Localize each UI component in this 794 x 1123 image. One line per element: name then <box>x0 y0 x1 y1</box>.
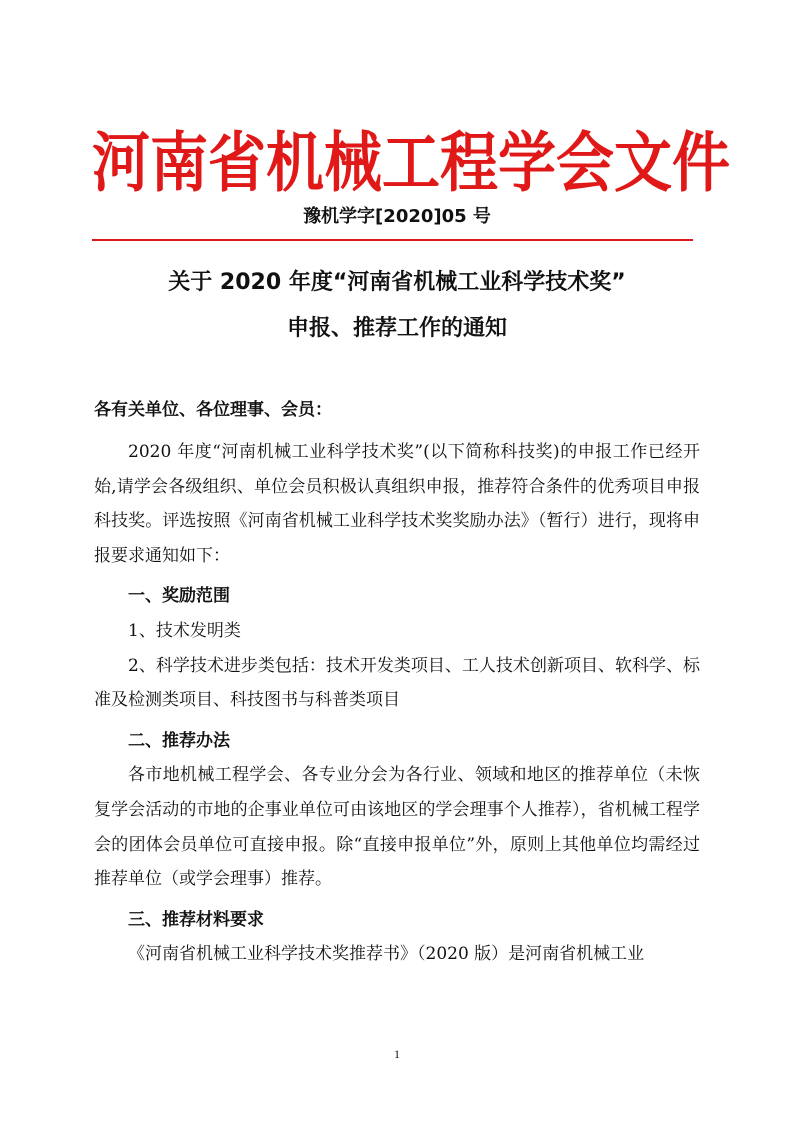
notice-title-line-1: 关于 2020 年度“河南省机械工业科学技术奖” <box>168 270 626 295</box>
page-number: 1 <box>394 1047 400 1061</box>
section-2-paragraph: 各市地机械工程学会、各专业分会为各行业、领域和地区的推荐单位（未恢复学会活动的市地的企事业单位可由该地区的学会理事个人推荐），省机械工程学会的团体会员单位可直接申报。除“直接申报单位”外，原则上其他单位均需经过推荐单位（或学会理事）推荐。 <box>94 765 700 890</box>
section-2-heading: 二、推荐办法 <box>128 730 230 751</box>
section-1-item-1: 1、技术发明类 <box>128 620 241 641</box>
salutation: 各有关单位、各位理事、会员： <box>94 400 332 420</box>
document-number: 豫机学字[2020]05 号 <box>303 206 491 227</box>
intro-paragraph: 2020 年度“河南机械工业科学技术奖”(以下简称科技奖)的申报工作已经开始,请学会各级组织、单位会员积极认真组织申报，推荐符合条件的优秀项目申报科技奖。评选按照《河南省机械工业科学技术奖奖励办法》（暂行）进行，现将申报要求通知如下： <box>94 442 700 566</box>
notice-body <box>94 435 700 972</box>
document-masthead: 河南省机械工程学会文件 <box>92 124 731 201</box>
red-divider-line <box>92 239 693 241</box>
section-1-heading: 一、奖励范围 <box>128 586 230 607</box>
section-1-item-2: 2、科学技术进步类包括：技术开发类项目、工人技术创新项目、软科学、标准及检测类项目、科技图书与科普类项目 <box>94 655 700 711</box>
section-3-heading: 三、推荐材料要求 <box>128 909 264 930</box>
section-3-paragraph: 《河南省机械工业科学技术奖推荐书》（2020 版）是河南省机械工业 <box>128 944 645 965</box>
notice-title-line-2: 申报、推荐工作的通知 <box>286 316 507 341</box>
